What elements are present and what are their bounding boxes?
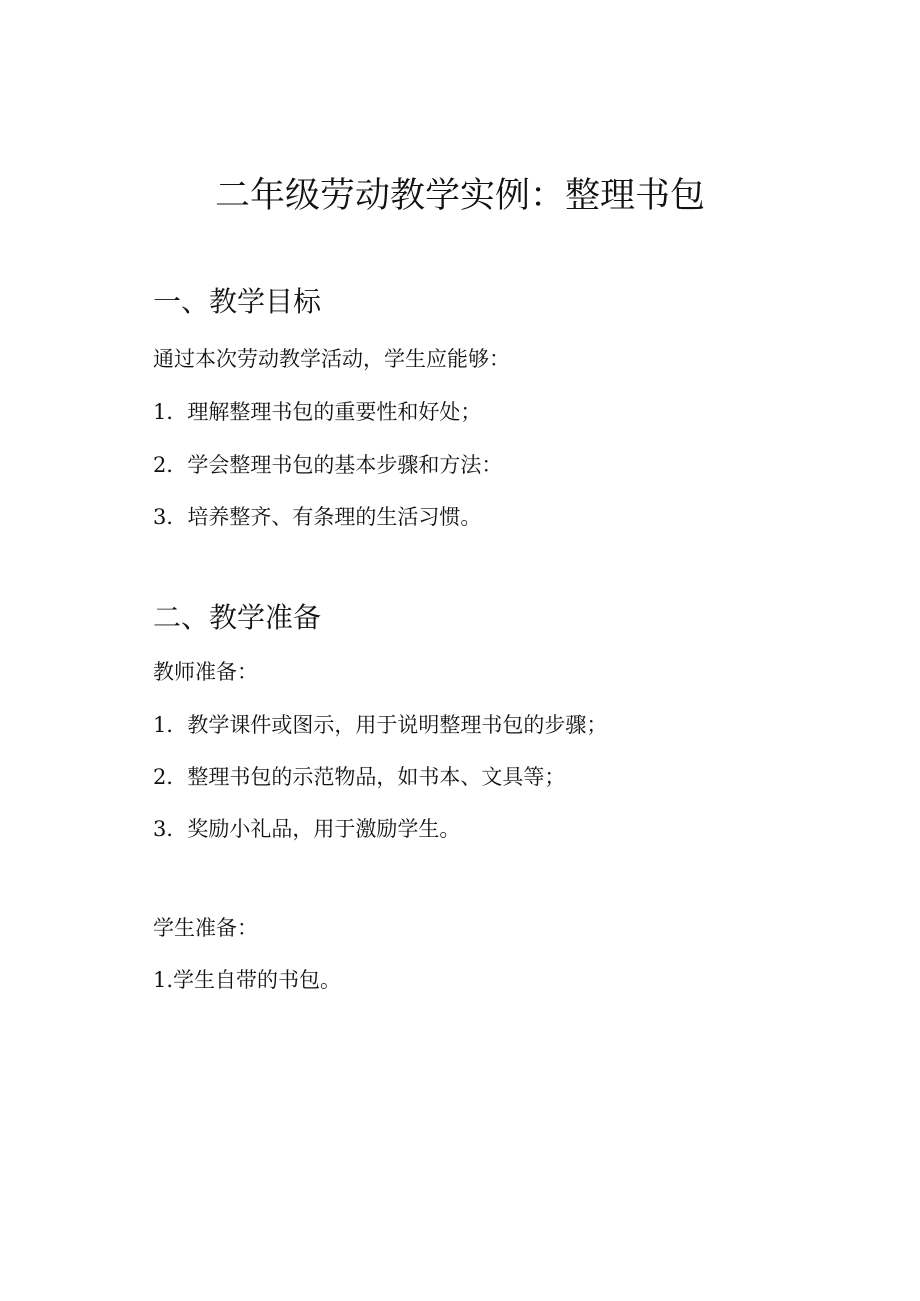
goal-item: 3．培养整齐、有条理的生活习惯。	[153, 505, 482, 529]
student-item: 1.学生自带的书包。	[153, 968, 342, 992]
section-heading-preparation: 二、教学准备	[153, 601, 322, 634]
teacher-item: 1．教学课件或图示，用于说明整理书包的步骤；	[153, 713, 608, 737]
goal-item: 2．学会整理书包的基本步骤和方法：	[153, 453, 503, 477]
section-heading-goals: 一、教学目标	[153, 285, 322, 318]
teacher-item: 2．整理书包的示范物品，如书本、文具等；	[153, 765, 566, 789]
goal-item: 1．理解整理书包的重要性和好处；	[153, 400, 482, 424]
goals-intro: 通过本次劳动教学活动，学生应能够：	[153, 347, 510, 371]
document-title: 二年级劳动教学实例：整理书包	[214, 176, 705, 216]
teacher-preparation-label: 教师准备：	[153, 660, 258, 684]
teacher-item: 3．奖励小礼品，用于激励学生。	[153, 817, 461, 841]
student-preparation-label: 学生准备：	[153, 916, 258, 940]
